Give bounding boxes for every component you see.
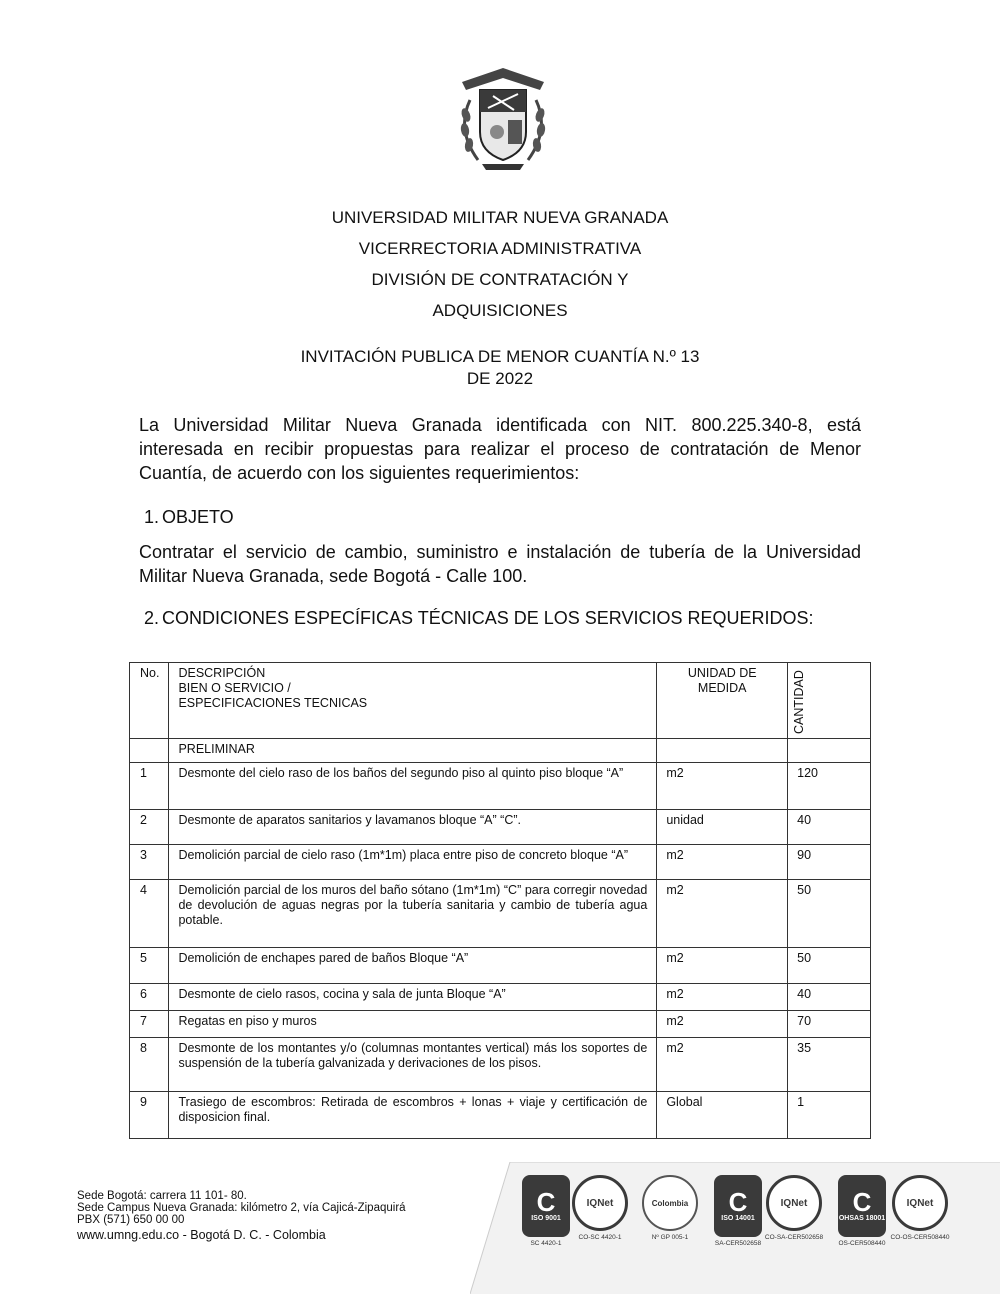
table-row <box>130 880 871 948</box>
row-unit: m2 <box>657 1011 788 1038</box>
header-unit-line: UNIDAD DE <box>687 666 757 680</box>
footer-line: Sede Bogotá: carrera 11 101- 80. <box>77 1190 247 1202</box>
row-description: Trasiego de escombros: Retirada de escombros + lonas + viaje y certificación de disposicion final. <box>169 1092 657 1139</box>
section-objeto-title <box>144 505 234 529</box>
row-unit: m2 <box>657 948 788 984</box>
table-header-row <box>130 663 871 739</box>
iqnet-seal-icon: IQNet <box>892 1175 948 1231</box>
colombia-seal-icon: Colombia <box>642 1175 698 1231</box>
header-desc-line: ESPECIFICACIONES TECNICAS <box>178 696 368 710</box>
cert-code: Nº GP 005-1 <box>651 1234 689 1241</box>
table-row <box>130 810 871 845</box>
row-description: Desmonte de aparatos sanitarios y lavamanos bloque “A” “C”. <box>169 810 657 845</box>
row-no: 5 <box>130 948 169 984</box>
university-crest-icon <box>448 60 558 192</box>
row-no: 3 <box>130 845 169 880</box>
section-number: 1. <box>144 507 160 527</box>
row-quantity: 50 <box>788 948 871 984</box>
row-description: Demolición parcial de los muros del baño sótano (1m*1m) “C” para corregir novedad de devolución de aguas negras por la tubería sanitaria y cambio de tubería agua potable. <box>169 880 657 948</box>
row-quantity: 1 <box>788 1092 871 1139</box>
footer-line: Sede Campus Nueva Granada: kilómetro 2, vía Cajicá-Zipaquirá <box>77 1202 406 1214</box>
row-description: Desmonte de los montantes y/o (columnas montantes vertical) más los soportes de suspensión de la tubería galvanizada y derivaciones de los pisos. <box>169 1038 657 1092</box>
row-quantity: 50 <box>788 880 871 948</box>
header-quantity <box>788 663 871 739</box>
row-quantity: 120 <box>788 763 871 810</box>
cert-code: SC 4420-1 <box>530 1240 562 1247</box>
section-label: PRELIMINAR <box>169 739 657 763</box>
icontec-seal-icon: C ISO 9001 <box>522 1175 570 1237</box>
header-desc-line: BIEN O SERVICIO / <box>178 681 291 695</box>
header-quantity-label: CANTIDAD <box>792 670 807 734</box>
row-unit: m2 <box>657 984 788 1011</box>
table-row <box>130 1038 871 1092</box>
cert-code: CO-SA-CER502658 <box>764 1234 824 1241</box>
cert-seal-colombia <box>640 1175 700 1242</box>
invitation-title <box>0 346 1000 390</box>
row-description: Demolición de enchapes pared de baños Bloque “A” <box>169 948 657 984</box>
cert-seal-iso9001 <box>516 1175 576 1248</box>
row-no: 8 <box>130 1038 169 1092</box>
icontec-seal-icon: C ISO 14001 <box>714 1175 762 1237</box>
cert-seal-iqnet <box>764 1175 824 1242</box>
cert-seal-ohsas <box>832 1175 892 1248</box>
iqnet-seal-icon: IQNet <box>572 1175 628 1231</box>
intro-paragraph: La Universidad Militar Nueva Granada identificada con NIT. 800.225.340-8, está interesada en recibir propuestas para realizar el proceso de contratación de Menor Cuantía, de acuerdo con los siguientes requerimientos: <box>139 415 861 483</box>
row-unit: m2 <box>657 763 788 810</box>
section-title-text: OBJETO <box>162 507 234 527</box>
row-unit: unidad <box>657 810 788 845</box>
cert-seal-iqnet <box>570 1175 630 1242</box>
header-description <box>169 663 657 739</box>
cert-code: CO-SC 4420-1 <box>578 1234 622 1241</box>
heading-line: VICERRECTORIA ADMINISTRATIVA <box>358 239 642 258</box>
row-quantity: 40 <box>788 984 871 1011</box>
row-quantity: 35 <box>788 1038 871 1092</box>
row-no: 4 <box>130 880 169 948</box>
row-quantity: 90 <box>788 845 871 880</box>
footer-address <box>77 1190 406 1243</box>
section-number: 2. <box>144 608 160 628</box>
requirements-table <box>129 662 871 1139</box>
row-unit: m2 <box>657 880 788 948</box>
institution-heading <box>0 202 1000 326</box>
footer-line: PBX (571) 650 00 00 <box>77 1214 185 1226</box>
cert-seal-iqnet <box>890 1175 950 1242</box>
icontec-seal-icon: C OHSAS 18001 <box>838 1175 886 1237</box>
table-row <box>130 1092 871 1139</box>
cert-code: OS-CER508440 <box>838 1240 886 1247</box>
row-unit: m2 <box>657 1038 788 1092</box>
table-row <box>130 984 871 1011</box>
table-row <box>130 1011 871 1038</box>
row-no: 2 <box>130 810 169 845</box>
header-unit <box>657 663 788 739</box>
heading-line: DIVISIÓN DE CONTRATACIÓN Y <box>371 270 629 289</box>
objeto-paragraph: Contratar el servicio de cambio, suministro e instalación de tubería de la Universidad Militar Nueva Granada, sede Bogotá - Calle 100. <box>139 542 861 586</box>
table-row <box>130 763 871 810</box>
row-quantity: 70 <box>788 1011 871 1038</box>
invitation-line: DE 2022 <box>466 369 534 388</box>
header-no: No. <box>130 663 169 739</box>
table-row <box>130 845 871 880</box>
row-description: Desmonte de cielo rasos, cocina y sala de junta Bloque “A” <box>169 984 657 1011</box>
row-no: 6 <box>130 984 169 1011</box>
iqnet-seal-icon: IQNet <box>766 1175 822 1231</box>
section-title-text: CONDICIONES ESPECÍFICAS TÉCNICAS DE LOS SERVICIOS REQUERIDOS: <box>162 608 814 628</box>
row-description: Desmonte del cielo raso de los baños del segundo piso al quinto piso bloque “A” <box>169 763 657 810</box>
invitation-line: INVITACIÓN PUBLICA DE MENOR CUANTÍA N.º 13 <box>300 347 700 366</box>
header-desc-line: DESCRIPCIÓN <box>178 666 266 680</box>
row-no: 9 <box>130 1092 169 1139</box>
row-no: 7 <box>130 1011 169 1038</box>
footer-website[interactable]: www.umng.edu.co - Bogotá D. C. - Colombia <box>77 1228 326 1242</box>
header-unit-line: MEDIDA <box>697 681 747 695</box>
row-description: Regatas en piso y muros <box>169 1011 657 1038</box>
university-logo <box>448 60 558 192</box>
heading-line: UNIVERSIDAD MILITAR NUEVA GRANADA <box>331 208 669 227</box>
heading-line: ADQUISICIONES <box>432 301 568 320</box>
row-description: Demolición parcial de cielo raso (1m*1m) placa entre piso de concreto bloque “A” <box>169 845 657 880</box>
cert-code: CO-OS-CER508440 <box>890 1234 950 1241</box>
table-row <box>130 739 871 763</box>
row-unit: m2 <box>657 845 788 880</box>
row-quantity: 40 <box>788 810 871 845</box>
row-unit: Global <box>657 1092 788 1139</box>
cert-code: SA-CER502658 <box>714 1240 762 1247</box>
row-no: 1 <box>130 763 169 810</box>
cert-seal-iso14001 <box>708 1175 768 1248</box>
section-condiciones-title <box>144 606 813 630</box>
table-row <box>130 948 871 984</box>
